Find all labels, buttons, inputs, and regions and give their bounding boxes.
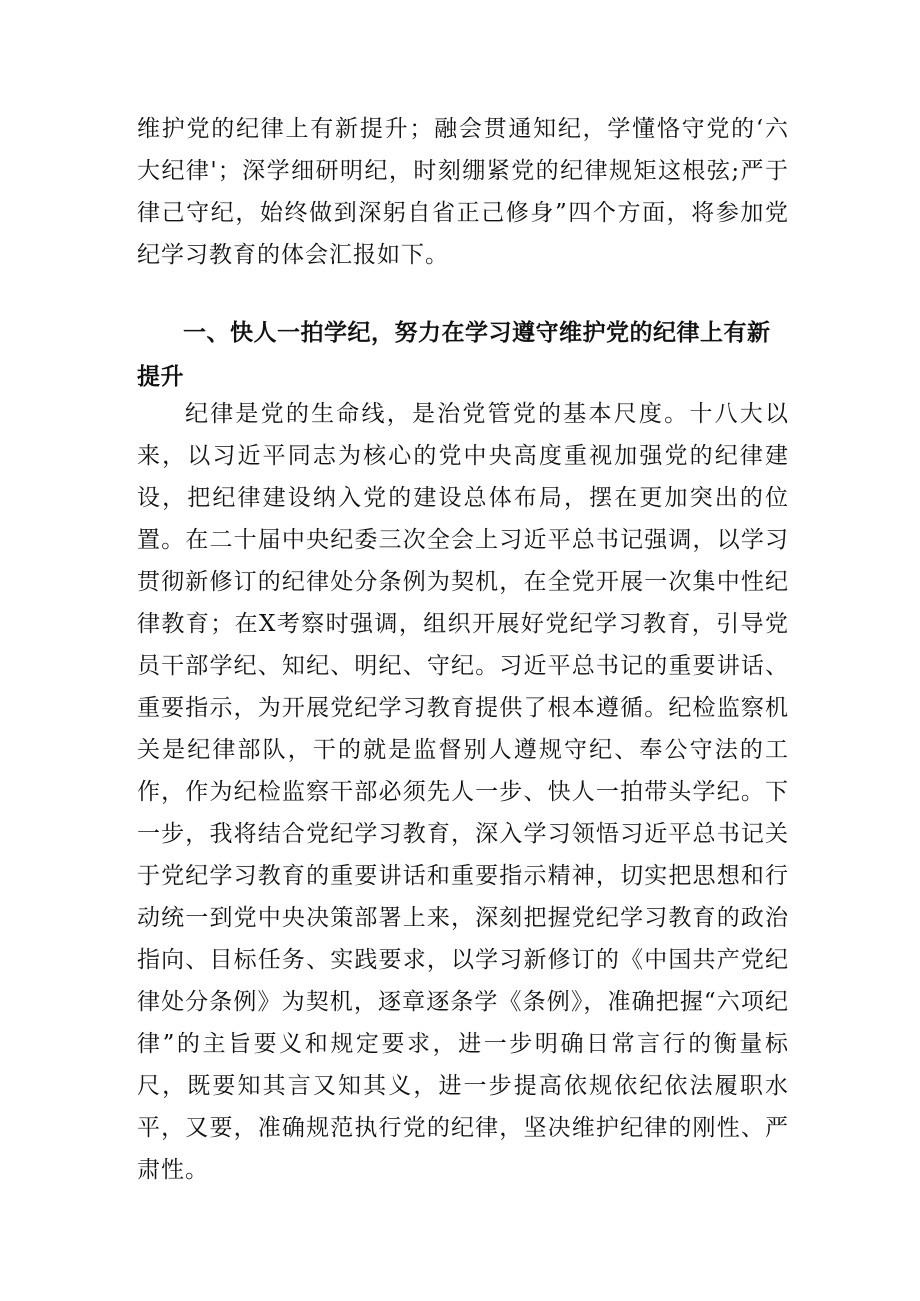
section-body-paragraph: 纪律是党的生命线，是治党管党的基本尺度。十八大以来，以习近平同志为核心的党中央高度重视加强党的纪律建设，把纪律建设纳入党的建设总体布局，摆在更加突出的位置。在二十届中央纪委三次全会上习近平总书记强调，以学习贯彻新修订的纪律处分条例为契机，在全党开展一次集中性纪律教育；在X考察时强调，组织开展好党纪学习教育，引导党员干部学纪、知纪、明纪、守纪。习近平总书记的重要讲话、重要指示，为开展党纪学习教育提供了根本遵循。纪检监察机关是纪律部队，干的就是监督别人遵规守纪、奉公守法的工作，作为纪检监察干部必须先人一步、快人一拍带头学纪。下一步，我将结合党纪学习教育，深入学习领悟习近平总书记关于党纪学习教育的重要讲话和重要指示精神，切实把思想和行动统一到党中央决策部署上来，深刻把握党纪学习教育的政治指向、目标任务、实践要求，以学习新修订的《中国共产党纪律处分条例》为契机，逐章逐条学《条例》，准确把握“六项纪律”的主旨要义和规定要求，进一步明确日常言行的衡量标尺，既要知其言又知其义，进一步提高依规依纪依法履职水平，又要，准确规范执行党的纪律，坚决维护纪律的刚性、严肃性。 [137,401,789,1183]
intro-paragraph: 维护党的纪律上有新提升；融会贯通知纪，学懂恪守党的‘六大纪律'；深学细研明纪，时刻绷紧党的纪律规矩这根弦;严于律己守纪，始终做到深躬自省正己修身”四个方面，将参加党纪学习教育的体会汇报如下。 [137,116,789,268]
section-heading: 一、快人一拍学纪，努力在学习遵守维护党的纪律上有新提升 [137,320,771,390]
